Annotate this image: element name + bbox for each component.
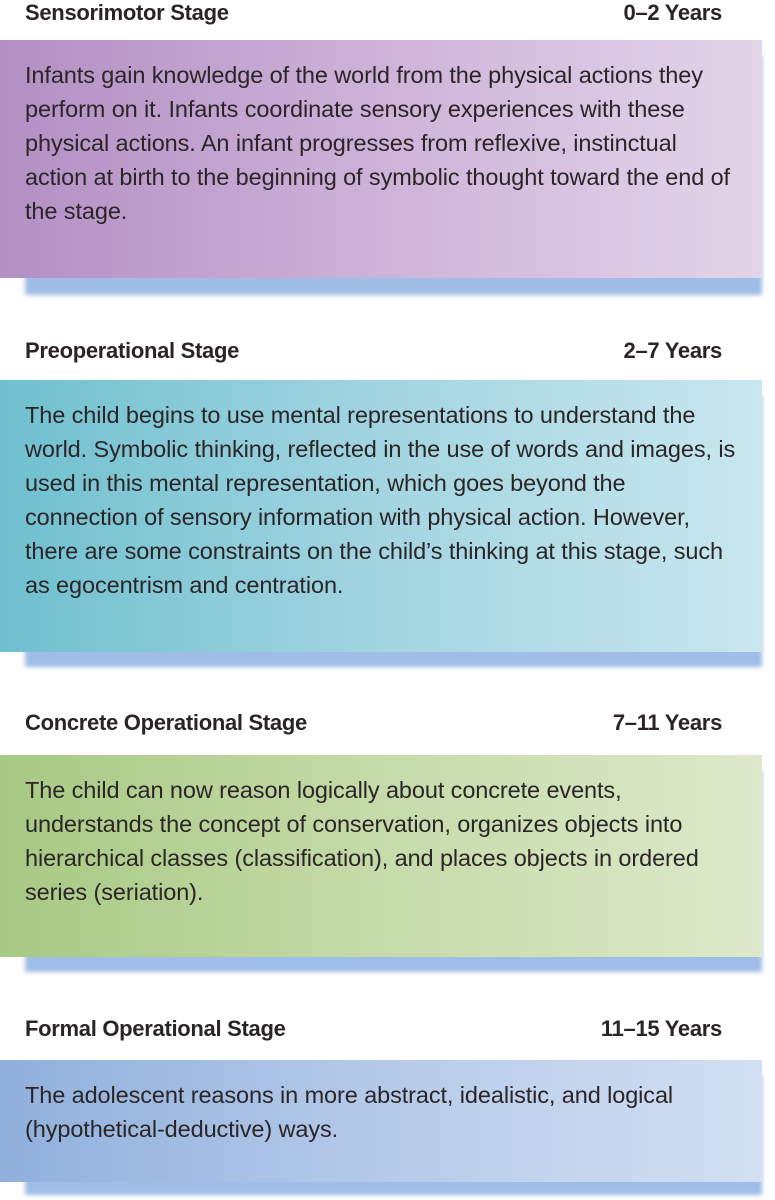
stage-heading-concrete-operational [25,710,722,736]
stage-description: The child begins to use mental representations to understand the world. Symbolic thinking, reflected in the use of words and images, is used in this mental representation, which goes beyond the connection of sensory information with physical action. However, there are some constraints on the child’s thinking at this stage, such as egocentrism and centration. [25,402,736,598]
stage-heading-formal-operational [25,1016,722,1042]
stage-description-box-sensorimotor [0,40,762,278]
stage-description: Infants gain knowledge of the world from the physical actions they perform on it. Infants coordinate sensory experiences with these physical actions. An infant progresses from reflexive, instinctual action at birth to the beginning of symbolic thought toward the end of the stage. [25,62,730,224]
stage-description-box-preoperational [0,380,762,652]
stage-age-range: 7–11 Years [612,710,722,735]
stage-heading-sensorimotor [25,0,722,26]
stage-name: Preoperational Stage [25,338,240,363]
stage-name: Formal Operational Stage [25,1016,286,1041]
stage-description-box-concrete-operational [0,755,762,957]
stage-age-range: 0–2 Years [623,0,722,25]
stage-age-range: 2–7 Years [623,338,722,363]
stage-description-box-formal-operational [0,1060,762,1182]
stage-description: The adolescent reasons in more abstract, idealistic, and logical (hypothetical-deductive) ways. [25,1082,674,1142]
stage-description: The child can now reason logically about concrete events, understands the concept of conservation, organizes objects into hierarchical classes (classification), and places objects in ordered series (seriation). [25,777,699,905]
stage-age-range: 11–15 Years [600,1016,722,1041]
stage-name: Concrete Operational Stage [25,710,307,735]
stage-name: Sensorimotor Stage [25,0,229,25]
stage-heading-preoperational [25,338,722,364]
